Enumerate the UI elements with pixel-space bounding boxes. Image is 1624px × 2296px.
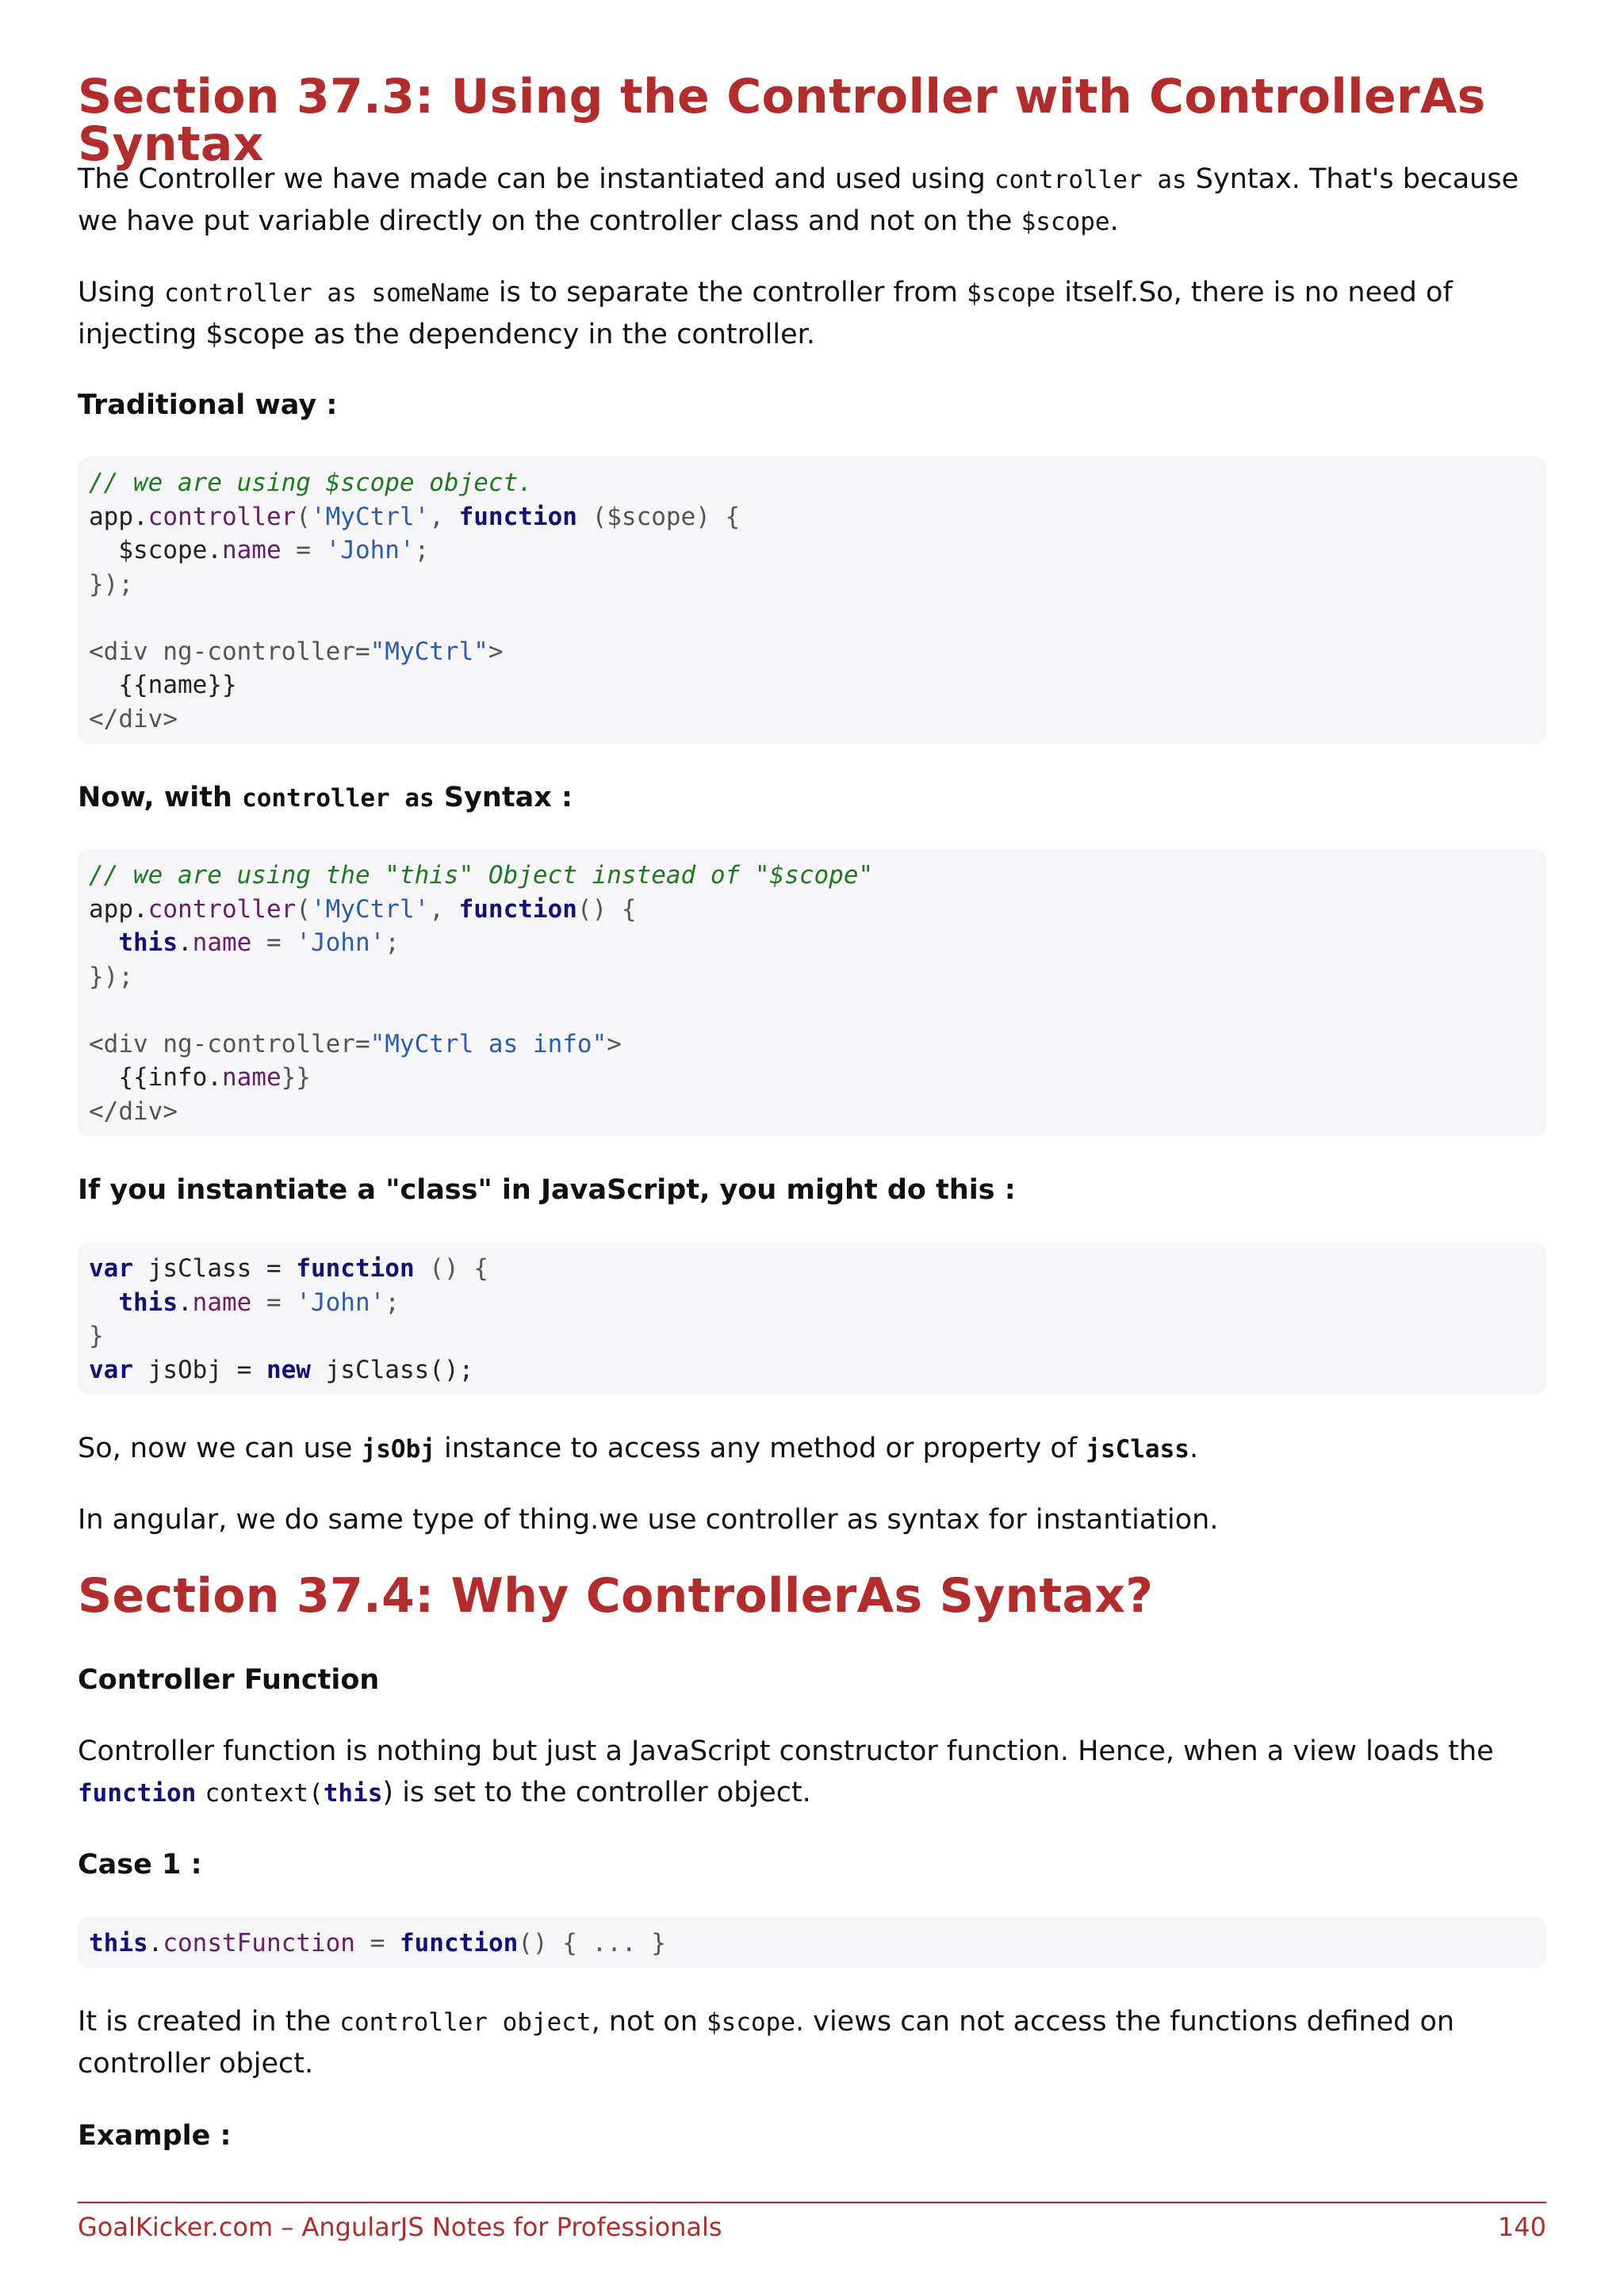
controller-function-label: Controller Function xyxy=(78,1664,380,1696)
code-block-controller-as: // we are using the "this" Object instead of "$scope" app.controller('MyCtrl', function() { this.name = 'John'; }); <div ng-controller="MyCtrl as info"> {{info.name}} </div> xyxy=(78,849,1546,1136)
paragraph-controller-object: It is created in the controller object, not on $scope. views can not access the functions defined on controller object. xyxy=(78,2006,1455,2080)
paragraph-intro: The Controller we have made can be instantiated and used using controller as Syntax. That's because we have put variable directly on the controller class and not on the $scope. xyxy=(78,163,1519,237)
page-number: 140 xyxy=(1497,2212,1546,2242)
paragraph-angular-instantiation: In angular, we do same type of thing.we use controller as syntax for instantiation. xyxy=(78,1504,1219,1536)
paragraph-controller-as: Using controller as someName is to separate the controller from $scope itself.So, there is no need of injecting $scope as the dependency in the controller. xyxy=(78,277,1453,350)
case-1-label: Case 1 : xyxy=(78,1849,202,1881)
now-with-controller-as-label: Now, with controller as Syntax : xyxy=(78,782,573,813)
section-37-4-title: Section 37.4: Why ControllerAs Syntax? xyxy=(78,1568,1154,1624)
footer-divider xyxy=(78,2202,1546,2203)
code-block-traditional: // we are using $scope object. app.controller('MyCtrl', function ($scope) { $scope.name = 'John'; }); <div ng-controller="MyCtrl"> {{name}} </div> xyxy=(78,457,1546,744)
footer-source-link[interactable]: GoalKicker.com – AngularJS Notes for Professionals xyxy=(78,2212,722,2242)
section-37-3-title: Section 37.3: Using the Controller with ControllerAs Syntax xyxy=(78,69,1486,172)
code-block-js-class: var jsClass = function () { this.name = 'John'; } var jsObj = new jsClass(); xyxy=(78,1242,1546,1395)
paragraph-constructor-function: Controller function is nothing but just a JavaScript constructor function. Hence, when a view loads the function context(this) is set to the controller object. xyxy=(78,1735,1494,1808)
javascript-class-label: If you instantiate a "class" in JavaScript, you might do this : xyxy=(78,1174,1016,1206)
code-block-const-function: this.constFunction = function() { ... } xyxy=(78,1917,1546,1968)
example-label: Example : xyxy=(78,2120,232,2152)
page-footer xyxy=(78,2212,1546,2242)
traditional-way-label: Traditional way : xyxy=(78,389,338,421)
paragraph-jsobj: So, now we can use jsObj instance to access any method or property of jsClass. xyxy=(78,1433,1199,1464)
